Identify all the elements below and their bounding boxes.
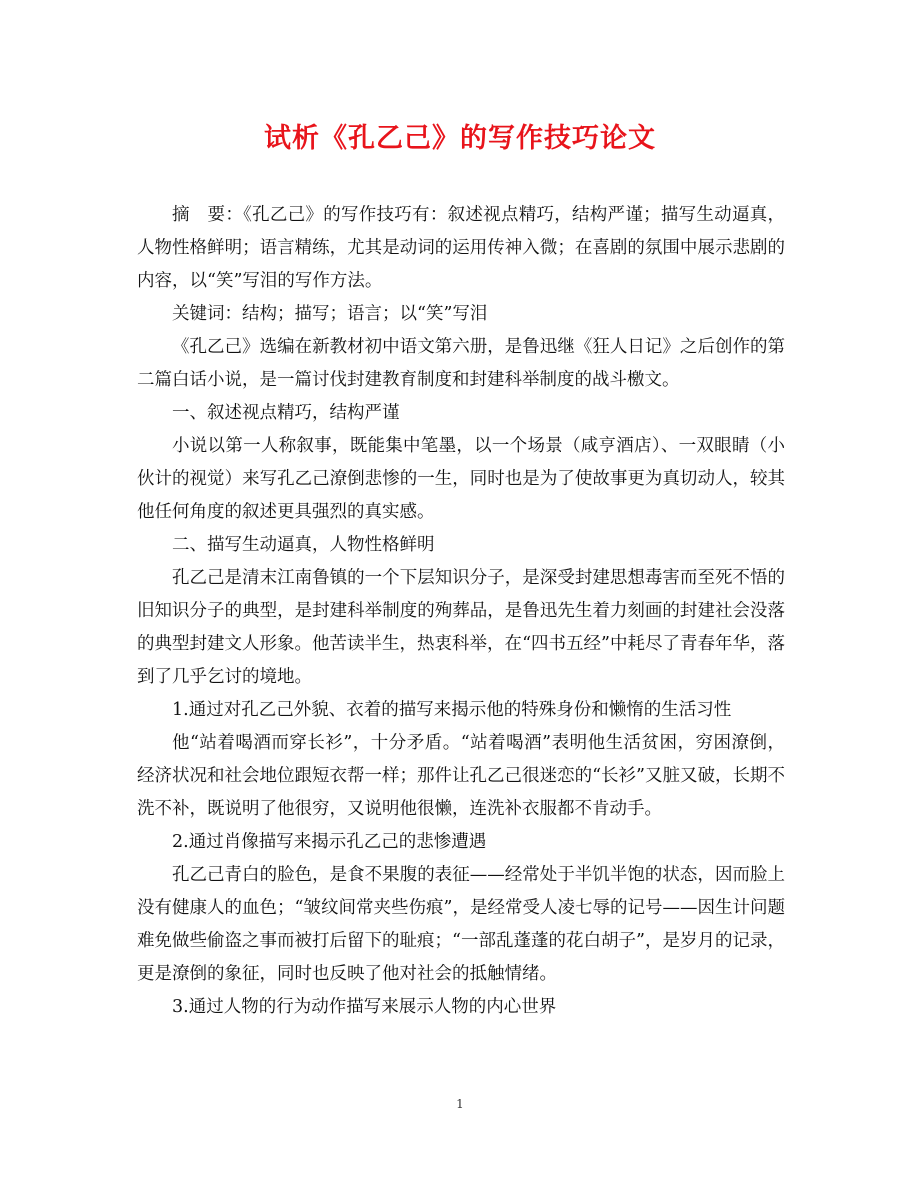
section-heading-2: 二、描写生动逼真，人物性格鲜明 bbox=[172, 535, 435, 555]
abstract-paragraph: 摘 要：《孔乙己》的写作技巧有：叙述视点精巧，结构严谨；描写生动逼真，人物性格鲜明；语言精练，尤其是动词的运用传神入微；在喜剧的氛围中展示悲剧的内容，以“笑”写泪的写作方法。 bbox=[137, 205, 785, 291]
document-body bbox=[137, 199, 785, 1024]
body-paragraph: 孔乙己是清末江南鲁镇的一个下层知识分子，是深受封建思想毒害而至死不悟的旧知识分子的典型，是封建科举制度的殉葬品，是鲁迅先生着力刻画的封建社会没落的典型封建文人形象。他苦读半生，热衷科举，在“四书五经”中耗尽了青春年华，落到了几乎乞讨的境地。 bbox=[137, 568, 785, 687]
subsection-heading-1: 1.通过对孔乙己外貌、衣着的描写来揭示他的特殊身份和懒惰的生活习性 bbox=[172, 700, 732, 720]
body-paragraph: 孔乙己青白的脸色，是食不果腹的表征——经常处于半饥半饱的状态，因而脸上没有健康人的血色；“皱纹间常夹些伤痕”，是经常受人凌七辱的记号——因生计问题难免做些偷盗之事而被打后留下的耻痕；“一部乱蓬蓬的花白胡子”，是岁月的记录，更是潦倒的象征，同时也反映了他对社会的抵触情绪。 bbox=[137, 865, 785, 984]
intro-paragraph: 《孔乙己》选编在新教材初中语文第六册，是鲁迅继《狂人日记》之后创作的第二篇白话小说，是一篇讨伐封建教育制度和封建科举制度的战斗檄文。 bbox=[137, 337, 785, 390]
page-number: 1 bbox=[456, 1097, 464, 1111]
body-paragraph: 小说以第一人称叙事，既能集中笔墨，以一个场景（咸亨酒店）、一双眼睛（小伙计的视觉）来写孔乙己潦倒悲惨的一生，同时也是为了使故事更为真切动人，较其他任何角度的叙述更具强烈的真实感。 bbox=[137, 436, 785, 522]
subsection-heading-2: 2.通过肖像描写来揭示孔乙己的悲惨遭遇 bbox=[172, 832, 487, 852]
section-heading-1: 一、叙述视点精巧，结构严谨 bbox=[172, 403, 400, 423]
subsection-heading-3: 3.通过人物的行为动作描写来展示人物的内心世界 bbox=[172, 997, 557, 1017]
keywords-paragraph: 关键词：结构；描写；语言；以“笑”写泪 bbox=[172, 304, 488, 324]
document-title: 试析《孔乙己》的写作技巧论文 bbox=[264, 123, 656, 154]
body-paragraph: 他“站着喝酒而穿长衫”，十分矛盾。“站着喝酒”表明他生活贫困，穷困潦倒，经济状况和社会地位跟短衣帮一样；那件让孔乙己很迷恋的“长衫”又脏又破，长期不洗不补，既说明了他很穷，又说明他很懒，连洗补衣服都不肯动手。 bbox=[137, 733, 785, 819]
